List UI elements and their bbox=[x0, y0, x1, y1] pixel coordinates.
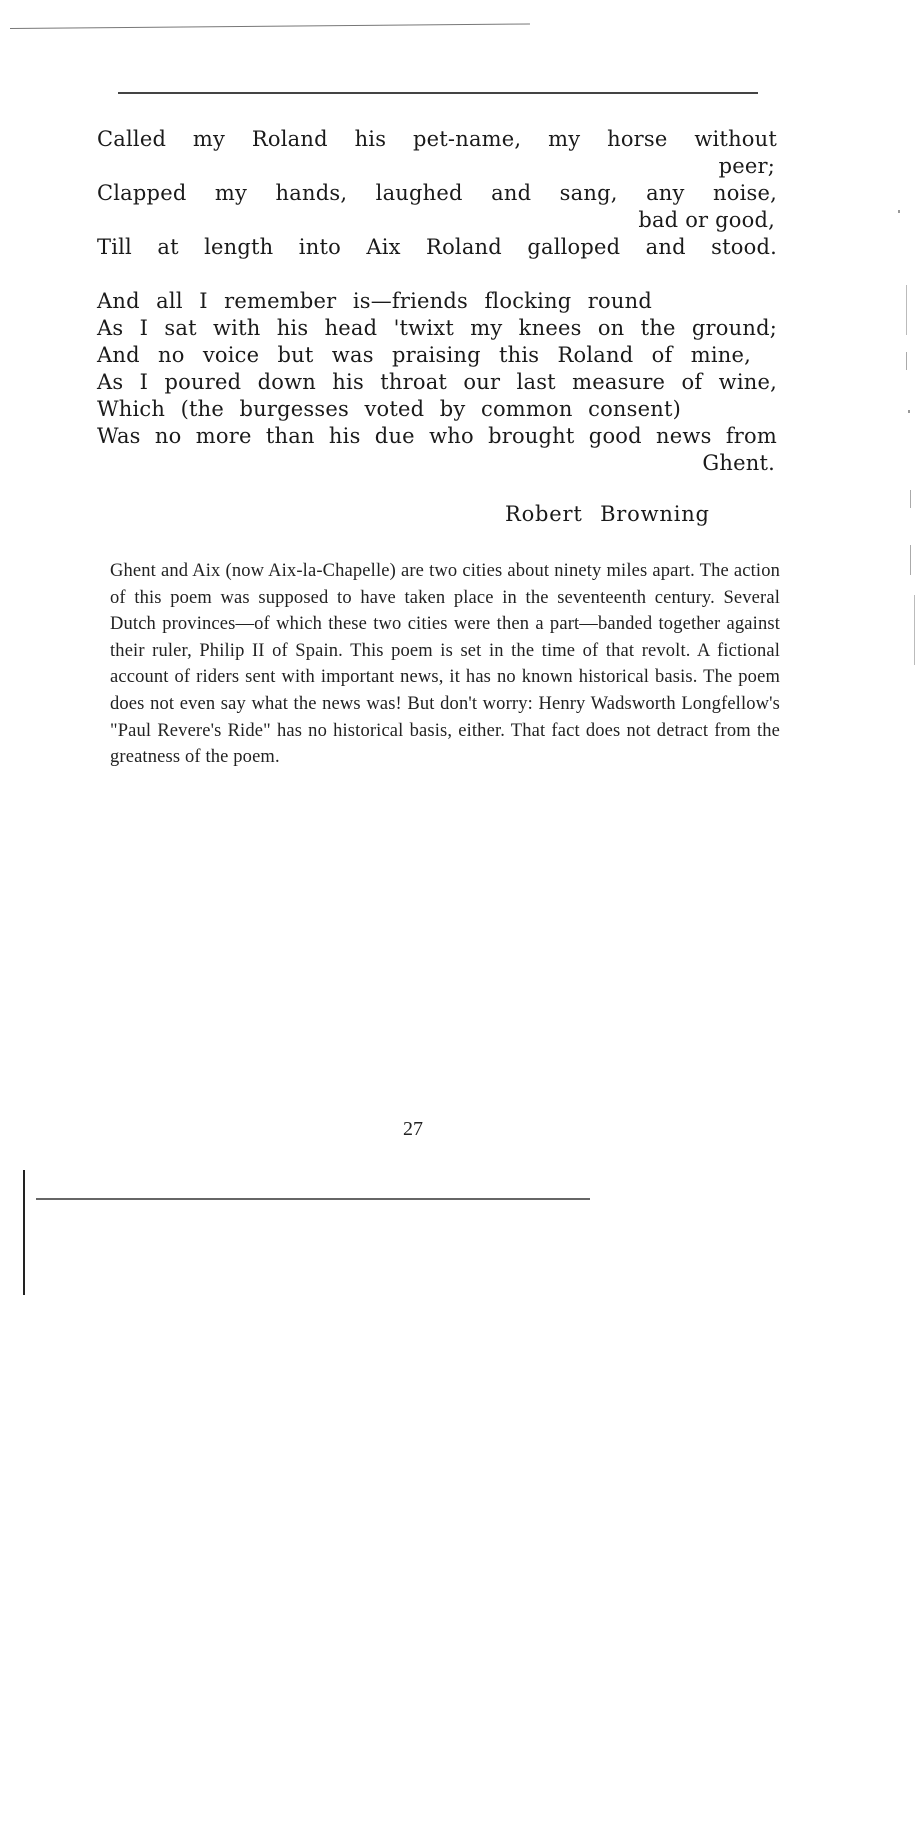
poem-line-continuation: peer; bbox=[718, 154, 775, 178]
stanza-break bbox=[97, 261, 777, 288]
poem-line-continuation: bad or good, bbox=[638, 208, 775, 232]
poem-line: As I sat with his head 'twixt my knees on the ground; bbox=[97, 316, 777, 340]
scan-speck bbox=[914, 595, 915, 665]
poem-line: Clapped my hands, laughed and sang, any noise, bbox=[97, 181, 777, 205]
scan-speck bbox=[906, 285, 907, 335]
author-attribution: Robert Browning bbox=[505, 502, 710, 526]
poem-line: As I poured down his throat our last measure of wine, bbox=[97, 370, 777, 394]
poem-line: And all I remember is—friends flocking round bbox=[97, 289, 652, 313]
poem-line: Called my Roland his pet-name, my horse without bbox=[97, 127, 777, 151]
scan-speck bbox=[898, 210, 900, 213]
scan-speck bbox=[910, 490, 911, 508]
page-number: 27 bbox=[403, 1118, 423, 1140]
scan-speck bbox=[908, 410, 910, 413]
poem-line: Till at length into Aix Roland galloped and stood. bbox=[97, 235, 777, 259]
poem-line: Which (the burgesses voted by common consent) bbox=[97, 397, 681, 421]
scan-speck bbox=[906, 352, 907, 370]
poem-line: Was no more than his due who brought good news from bbox=[97, 424, 777, 448]
scan-edge-line-top bbox=[10, 23, 530, 29]
scan-speck bbox=[910, 545, 911, 575]
poem-line-continuation: Ghent. bbox=[702, 451, 775, 475]
scan-edge-line-bottom bbox=[36, 1198, 590, 1200]
header-rule bbox=[118, 92, 758, 94]
poem-text bbox=[97, 126, 777, 477]
poem-line: And no voice but was praising this Roland of mine, bbox=[97, 343, 751, 367]
scan-edge-bar bbox=[23, 1170, 25, 1295]
explanatory-note: Ghent and Aix (now Aix-la-Chapelle) are two cities about ninety miles apart. The action of this poem was supposed to have taken place in the seventeenth century. Several Dutch provinces—of which these two cities were then a part—banded together against their ruler, Philip II of Spain. This poem is set in the time of that revolt. A fictional account of riders sent with important news, it has no known historical basis. The poem does not even say what the news was! But don't worry: Henry Wadsworth Longfellow's "Paul Revere's Ride" has no historical basis, either. That fact does not detract from the greatness of the poem. bbox=[110, 561, 780, 768]
